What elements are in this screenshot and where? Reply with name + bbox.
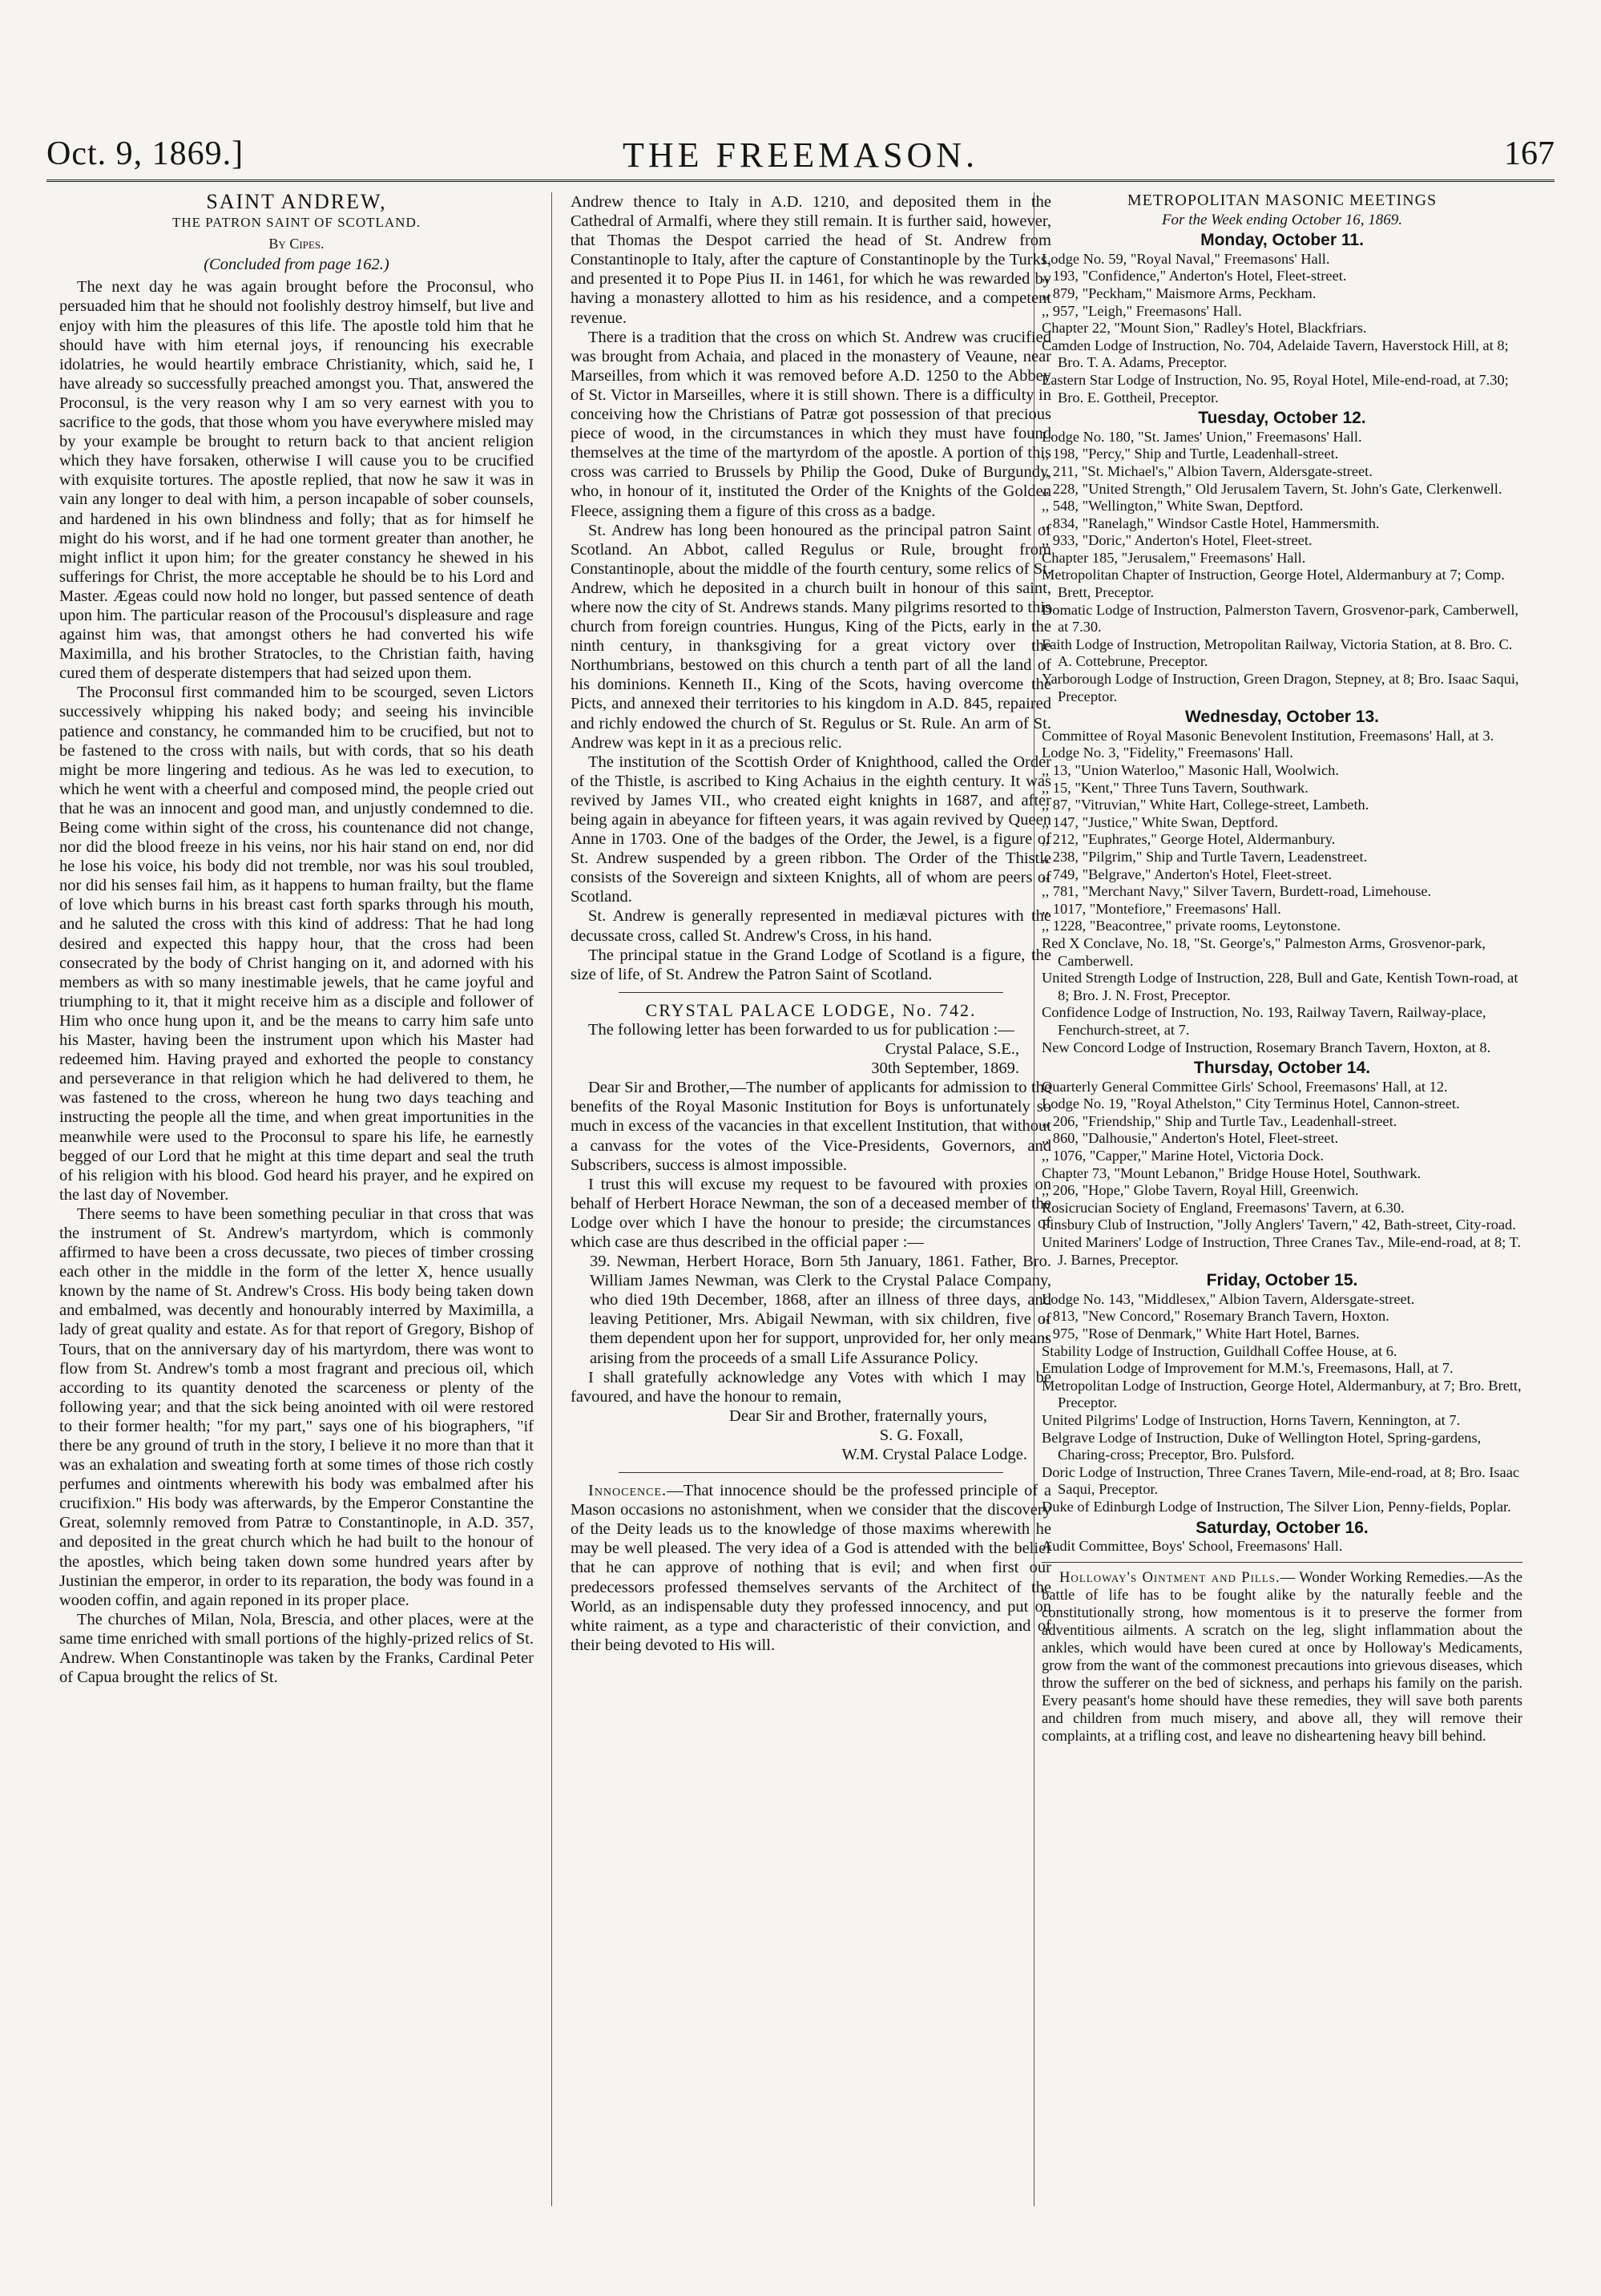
article-paragraph: St. Andrew has long been honoured as the principal patron Saint of Scotland. An Abbot, called Regulus or Rule, brought from Constantinople, about the middle of the fourth century, some relics of St. Andrew, which he deposited in a church built in honour of this saint, where now the city of St. Andrews stands. Many pilgrims resorted to this church from foreign countries. Hungus, King of the Picts, early in the ninth century, in thanksgiving for a great victory over the Northumbrians, bestowed on this church a tenth part of all the land of his dominions. Kenneth II., King of the Scots, having overcome the Picts, and annexed their territories to his kingdom in A.D. 845, repaired and richly endowed the church of St. Regulus or St. Rule. An arm of St. Andrew was kept in it as a precious relic. [571,521,1051,752]
article-note: (Concluded from page 162.) [204,256,389,274]
masthead [46,130,1555,186]
meeting-item: ,, 193, "Confidence," Anderton's Hotel, Fleet-street. [1042,268,1347,284]
column-2 [571,192,1051,1655]
meeting-item: Committee of Royal Masonic Benevolent Institution, Freemasons' Hall, at 3. [1042,727,1494,744]
meeting-item: Quarterly General Committee Girls' School, Freemasons' Hall, at 12. [1042,1078,1448,1095]
meeting-item: ,, 975, "Rose of Denmark," White Hart Hotel, Barnes. [1042,1326,1360,1342]
meeting-item: United Mariners' Lodge of Instruction, Three Cranes Tav., Mile-end-road, at 8; T. J. Barnes, Preceptor. [1042,1234,1522,1268]
meeting-item: ,, 933, "Doric," Anderton's Hotel, Fleet-street. [1042,532,1313,549]
meeting-item: ,, 228, "United Strength," Old Jerusalem Tavern, St. John's Gate, Clerkenwell. [1042,480,1502,497]
letter-paragraph: I shall gratefully acknowledge any Votes with which I may be favoured, and have the honour to remain, [571,1368,1051,1406]
day-heading: Saturday, October 16. [1196,1518,1369,1537]
innocence-paragraph [571,1481,1051,1655]
meeting-item: Lodge No. 59, "Royal Naval," Freemasons' Hall. [1042,250,1330,267]
meeting-item: Chapter 22, "Mount Sion," Radley's Hotel, Blackfriars. [1042,320,1367,337]
letter-quote: 39. Newman, Herbert Horace, Born 5th January, 1861. Father, Bro. William James Newman, was Clerk to the Crystal Palace Company, who died 19th December, 1868, after an illness of three days, and leaving Petitioner, Mrs. Abigail Newman, with six children, five of them dependent upon her for support, unprovided for, her only means arising from the proceeds of a small Life Assurance Policy. [590,1253,1051,1367]
meeting-item: ,, 87, "Vitruvian," White Hart, College-street, Lambeth. [1042,797,1369,813]
letter-intro: The following letter has been forwarded to us for publication :— [588,1020,1014,1039]
lodge-letter-title: CRYSTAL PALACE LODGE, No. 742. [645,999,977,1020]
meeting-item: Faith Lodge of Instruction, Metropolitan Railway, Victoria Station, at 8. Bro. C. A. Cottebrune, Preceptor. [1042,636,1513,670]
day-block [1042,1272,1522,1515]
meeting-item: United Strength Lodge of Instruction, 228, Bull and Gate, Kentish Town-road, at 8; Bro. J. N. Frost, Preceptor. [1042,970,1518,1003]
article-paragraph: The Proconsul first commanded him to be scourged, seven Lictors successively whipping his naked body; and seeing his invincible patience and constancy, he commanded him to be crucified, but not to be fastened to the cross with nails, but with cords, that so his death might be more lingering and tedious. As he was led to execution, to which he went with a cheerful and composed mind, the people cried out that he was an innocent and good man, and unjustly condemned to die. Being come within sight of the cross, his countenance did not change, nor did the blood freeze in his veins, nor his hair stand on end, nor did he lose his voice, his body did not tremble, nor was his soul troubled, nor did his senses fail him, as it happens to human frailty, but the flame of love which burns in his breast cast forth sparks through his mouth, and he saluted the cross with this kind of address: That he had long desired and expected this happy hour, that the cross had been consecrated by the body of Christ hanging on it, and adorned with his members as with so many inestimable jewels, that he came joyful and triumphing to it, that it might receive him as a disciple and follower of Him who once hung upon it, and be the means to carry him safe unto his Master, having been the instrument upon which his Master had redeemed him. Having prayed and exhorted the people to constancy and perseverance in that religion which he had delivered to them, he was fastened to the cross, whereon he hung two days teaching and instructing the people all the time, and when great importunities in the meanwhile were used to the Proconsul to spare his life, he earnestly begged of our Lord that he might at this time depart and seal the truth of his religion with his blood. God heard his prayer, and he expired on the last day of November. [59,684,534,1204]
article-title: SAINT ANDREW, [206,190,387,213]
article-paragraph: The churches of Milan, Nola, Brescia, and other places, were at the same time enriched with small portions of the highly-prized relics of St. Andrew. When Constantinople was taken by the Franks, Cardinal Peter of Capua brought the relics of St. [59,1610,534,1687]
meeting-item: ,, 813, "New Concord," Rosemary Branch Tavern, Hoxton. [1042,1308,1389,1325]
meeting-item: ,, 147, "Justice," White Swan, Deptford. [1042,813,1279,830]
letter-address: Crystal Palace, S.E., [885,1040,1019,1059]
meeting-item: Yarborough Lodge of Instruction, Green Dragon, Stepney, at 8; Bro. Isaac Saqui, Preceptor. [1042,671,1519,704]
letter-closing: Dear Sir and Brother, fraternally yours, [729,1406,987,1425]
letter-paragraph: Dear Sir and Brother,—The number of applicants for admission to the benefits of the Royal Masonic Institution for Boys is unfortunately so much in excess of the vacancies in that excellent Institution, that without a canvass for the votes of the Vice-Presidents, Governors, and Subscribers, success is almost impossible. [571,1079,1051,1174]
meeting-item: ,, 1228, "Beacontree," private rooms, Leytonstone. [1042,918,1341,934]
meeting-item: ,, 198, "Percy," Ship and Turtle, Leadenhall-street. [1042,446,1339,462]
meeting-item: Red X Conclave, No. 18, "St. George's," Palmeston Arms, Grosvenor-park, Camberwell. [1042,934,1486,969]
day-heading: Wednesday, October 13. [1185,708,1379,727]
meeting-item: ,, 206, "Hope," Globe Tavern, Royal Hill, Greenwich. [1042,1182,1359,1199]
meeting-item: Chapter 73, "Mount Lebanon," Bridge House Hotel, Southwark. [1042,1164,1422,1181]
meeting-item: ,, 13, "Union Waterloo," Masonic Hall, Woolwich. [1042,762,1339,778]
meeting-item: United Pilgrims' Lodge of Instruction, Horns Tavern, Kennington, at 7. [1042,1411,1461,1428]
meeting-item: Audit Committee, Boys' School, Freemasons' Hall. [1042,1538,1343,1555]
letter-date: 30th September, 1869. [871,1059,1019,1078]
section-rule [619,1472,1003,1473]
meeting-item: ,, 1017, "Montefiore," Freemasons' Hall. [1042,900,1281,917]
meeting-item: ,, 211, "St. Michael's," Albion Tavern, Aldersgate-street. [1042,462,1373,479]
meeting-item: ,, 957, "Leigh," Freemasons' Hall. [1042,302,1242,319]
meeting-item: ,, 860, "Dalhousie," Anderton's Hotel, Fleet-street. [1042,1130,1339,1147]
article-byline: By Cipes. [268,236,325,252]
meeting-item: Finsbury Club of Instruction, "Jolly Anglers' Tavern," 42, Bath-street, City-road. [1042,1217,1516,1233]
meeting-item: Belgrave Lodge of Instruction, Duke of Wellington Hotel, Spring-gardens, Charing-cross; Preceptor, Bro. Pulsford. [1042,1429,1482,1463]
article-subtitle: THE PATRON SAINT OF SCOTLAND. [171,215,421,231]
letter-paragraph: I trust this will excuse my request to be favoured with proxies on behalf of Herbert Horace Newman, the son of a deceased member of the Lodge over which I have the honour to preside; the circumstances of which case are thus described in the official paper :— [571,1175,1051,1251]
day-block [1042,1059,1522,1269]
innocence-lead: Innocence. [588,1482,667,1500]
article-paragraph: Andrew thence to Italy in A.D. 1210, and deposited them in the Cathedral of Armalfi, where they still remain. It is further said, however, that Thomas the Despot carried the head of St. Andrew from Constantinople to Italy, after the capture of Constantinople by the Turks, and presented it to Pope Pius II. in 1461, for which he was rewarded by having a monastery allotted to him as his residence, and a competent revenue. [571,193,1051,327]
innocence-text: —That innocence should be the professed principle of a Mason occasions no astonishment, when we consider that the discovery of the Deity leads us to the knowledge of those maxims wherewith he may be well pleased. The very idea of a God is attended with the belief that he can approve of nothing that is evil; and when first our predecessors professed themselves servants of the Architect of the World, as an indispensable duty they professed innocency, and put on white raiment, as a type and characteristic of their conviction, and of their being devoted to His will. [571,1482,1051,1654]
day-block [1042,410,1522,705]
day-heading: Monday, October 11. [1200,231,1364,250]
issue-date: Oct. 9, 1869.] [46,135,244,172]
day-heading: Thursday, October 14. [1193,1059,1371,1078]
day-block [1042,232,1522,406]
header-rule [46,180,1555,182]
meeting-item: Rosicrucian Society of England, Freemasons' Tavern, at 6.30. [1042,1199,1405,1216]
meeting-item: Emulation Lodge of Improvement for M.M.'s, Freemasons, Hall, at 7. [1042,1360,1454,1377]
section-rule [1042,1562,1522,1563]
newspaper-title: THE FREEMASON. [622,135,979,175]
holloway-advert [1042,1569,1522,1745]
meeting-item: Eastern Star Lodge of Instruction, No. 95, Royal Hotel, Mile-end-road, at 7.30; Bro. E. Gottheil, Preceptor. [1042,371,1509,406]
article-paragraph: The principal statue in the Grand Lodge of Scotland is a figure, the size of life, of St. Andrew the Patron Saint of Scotland. [571,946,1051,983]
day-heading: Tuesday, October 12. [1198,409,1366,428]
article-paragraph: There seems to have been something peculiar in that cross that was the instrument of St. Andrew's martyrdom, which is commonly affirmed to have been a cross decussate, two pieces of timber crossing each other in the middle in the form of the letter X, hence usually known by the name of St. Andrew's Cross. His body being taken down and embalmed, was decently and honourably interred by Maximilla, a lady of great quality and estate. As for that report of Gregory, Bishop of Tours, that on the anniversary day of his martyrdom, there was wont to flow from St. Andrew's tomb a most fragrant and precious oil, which according to its quantity denoted the scarceness or plenty of the following year; and that the sick being anointed with oil were restored to their former health; "for my part," says one of his biographers, "if there be any ground of truth in the story, I believe it no more than that it was an exhalation and sweating forth at some times of those rich costly perfumes and ointments wherewith his body was embalmed after his crucifixion." His body was afterwards, by the Emperor Constantine the Great, solemnly removed from Patræ to Constantinople, in A.D. 357, and deposited in the great church which he had built to the honour of the apostles, which being taken down some hundred years after by Justinian the emperor, in order to its reparation, the body was found in a wooden coffin, and again reponed in its proper place. [59,1204,534,1609]
meeting-item: Metropolitan Chapter of Instruction, George Hotel, Aldermanbury at 7; Comp. Brett, Preceptor. [1042,567,1505,601]
article-paragraph: There is a tradition that the cross on which St. Andrew was crucified was brought from Achaia, and placed in the monastery of Veaune, near Marseilles, from which it was removed before A.D. 1250 to the Abbey of St. Victor in Marseilles, where it is still shown. There is a difficulty in conceiving how the Christians of Patræ got possession of that precious piece of wood, in the circumstances in which they must have found themselves at the time of the martyrdom of the apostle. A portion of this cross was carried to Brussels by Philip the Good, Duke of Burgundy, who, in honour of it, instituted the Order of the Knights of the Golden Fleece, assigning them a figure of this cross as a badge. [571,328,1051,520]
letter-signature: S. G. Foxall, [879,1426,963,1444]
meeting-item: Lodge No. 180, "St. James' Union," Freemasons' Hall. [1042,428,1362,445]
day-block [1042,1519,1522,1556]
column-1 [59,192,534,1687]
meeting-item: Camden Lodge of Instruction, No. 704, Adelaide Tavern, Haverstock Hill, at 8; Bro. T. A. Adams, Preceptor. [1042,337,1509,371]
meeting-item: ,, 834, "Ranelagh," Windsor Castle Hotel, Hammersmith. [1042,514,1380,531]
meeting-item: Lodge No. 143, "Middlesex," Albion Tavern, Aldersgate-street. [1042,1290,1415,1307]
article-paragraph: The institution of the Scottish Order of Knighthood, called the Order of the Thistle, is ascribed to King Achaius in the eighth century. It was revived by James VII., who created eight knights in 1687, and after being again in abeyance for fifteen years, it was again revived by Queen Anne in 1703. One of the badges of the Order, the Jewel, is a figure of St. Andrew suspended by a green ribbon. The Order of the Thistle consists of the Sovereign and sixteen Knights, all of whom are peers of Scotland. [571,753,1051,906]
holloway-lead: Holloway's Ointment and Pills. [1059,1568,1280,1586]
section-rule [619,992,1003,993]
meeting-item: New Concord Lodge of Instruction, Rosemary Branch Tavern, Hoxton, at 8. [1042,1039,1491,1055]
article-paragraph: The next day he was again brought before the Proconsul, who persuaded him that he should not foolishly destroy himself, but live and enjoy with him the pleasures of this life. The apostle told him that he should have with him eternal joys, if renouncing his execrable idolatries, he would heartily embrace Christianity, which, said he, I have already so successfully preached amongst you. That, answered the Proconsul, is the very reason why I am so very earnest with you to sacrifice to the gods, that those whom you have everywhere misled may by your example be brought to return back to that ancient religion which they have forsaken, otherwise I will cause you to be crucified with exquisite tortures. The apostle replied, that now he saw it was in vain any longer to deal with him, a person incapable of sober counsels, and hardened in his own blindness and folly; that as for himself he might do his worst, and if he had one torment greater than another, he might inflict it upon him; for the greater constancy he shewed in his sufferings for Christ, the more acceptable he should be to his Lord and Master. Ægeas could now hold no longer, but passed sentence of death upon him. The particular reason of the Procousul's displeasure and rage against him was, that amongst others he had converted his wife Maximilla, and his brother Stratocles, to the Christian faith, having cured them of desperate distempers that had seized upon them. [59,278,534,683]
meeting-item: ,, 1076, "Capper," Marine Hotel, Victoria Dock. [1042,1148,1324,1164]
day-block [1042,708,1522,1056]
page-number: 167 [1504,135,1555,172]
meeting-item: Doric Lodge of Instruction, Three Cranes Tavern, Mile-end-road, at 8; Bro. Isaac Saqui, Preceptor. [1042,1463,1520,1498]
column-3 [1042,192,1522,1745]
letter-signature-title: W.M. Crystal Palace Lodge. [841,1446,1027,1463]
holloway-text: — Wonder Working Remedies.—As the battle of life has to be fought alike by the naturally feeble and the constitutionally strong, how momentous is it to preserve the former from adventitious ailments. A scratch on the leg, slight inflammation about the ankles, which would have been cured at once by Holloway's Medicaments, grow from the want of the commonest precautions into grievous diseases, which throw the sufferer on the bed of sickness, and perhaps his family on the parish. Every peasant's home should have these remedies, they will save both parents and children from much misery, and above all, they will remove their complaints, at a trifling cost, and leave no disheartening heavy bill behind. [1042,1568,1522,1745]
day-heading: Friday, October 15. [1206,1271,1358,1290]
meeting-item: ,, 238, "Pilgrim," Ship and Turtle Tavern, Leadenstreet. [1042,848,1368,865]
meetings-title: METROPOLITAN MASONIC MEETINGS [1127,192,1438,209]
meeting-item: Duke of Edinburgh Lodge of Instruction, The Silver Lion, Penny-fields, Poplar. [1042,1498,1511,1515]
article-paragraph: St. Andrew is generally represented in mediæval pictures with the decussate cross, called St. Andrew's Cross, in his hand. [571,907,1051,945]
meeting-item: Domatic Lodge of Instruction, Palmerston Tavern, Grosvenor-park, Camberwell, at 7.30. [1042,601,1519,636]
meeting-item: Confidence Lodge of Instruction, No. 193, Railway Tavern, Railway-place, Fenchurch-street, at 7. [1042,1004,1486,1038]
meeting-item: ,, 781, "Merchant Navy," Silver Tavern, Burdett-road, Limehouse. [1042,883,1432,900]
meeting-item: Lodge No. 3, "Fidelity," Freemasons' Hall. [1042,744,1293,761]
meeting-item: Lodge No. 19, "Royal Athelston," City Terminus Hotel, Cannon-street. [1042,1096,1460,1112]
meeting-item: Metropolitan Lodge of Instruction, George Hotel, Aldermanbury, at 7; Bro. Brett, Preceptor. [1042,1377,1522,1411]
meeting-item: ,, 879, "Peckham," Maismore Arms, Peckham. [1042,284,1317,301]
meeting-item: Stability Lodge of Instruction, Guildhall Coffee House, at 6. [1042,1342,1397,1359]
meetings-subtitle: For the Week ending October 16, 1869. [1161,211,1403,228]
meeting-item: ,, 212, "Euphrates," George Hotel, Aldermanbury. [1042,831,1336,848]
meeting-item: ,, 206, "Friendship," Ship and Turtle Tav., Leadenhall-street. [1042,1112,1397,1129]
meeting-item: Chapter 185, "Jerusalem," Freemasons' Hall. [1042,549,1306,566]
meeting-item: ,, 548, "Wellington," White Swan, Deptford. [1042,498,1304,514]
column-divider [551,192,552,2206]
meeting-item: ,, 749, "Belgrave," Anderton's Hotel, Fleet-street. [1042,866,1333,882]
meeting-item: ,, 15, "Kent," Three Tuns Tavern, Southwark. [1042,779,1309,796]
